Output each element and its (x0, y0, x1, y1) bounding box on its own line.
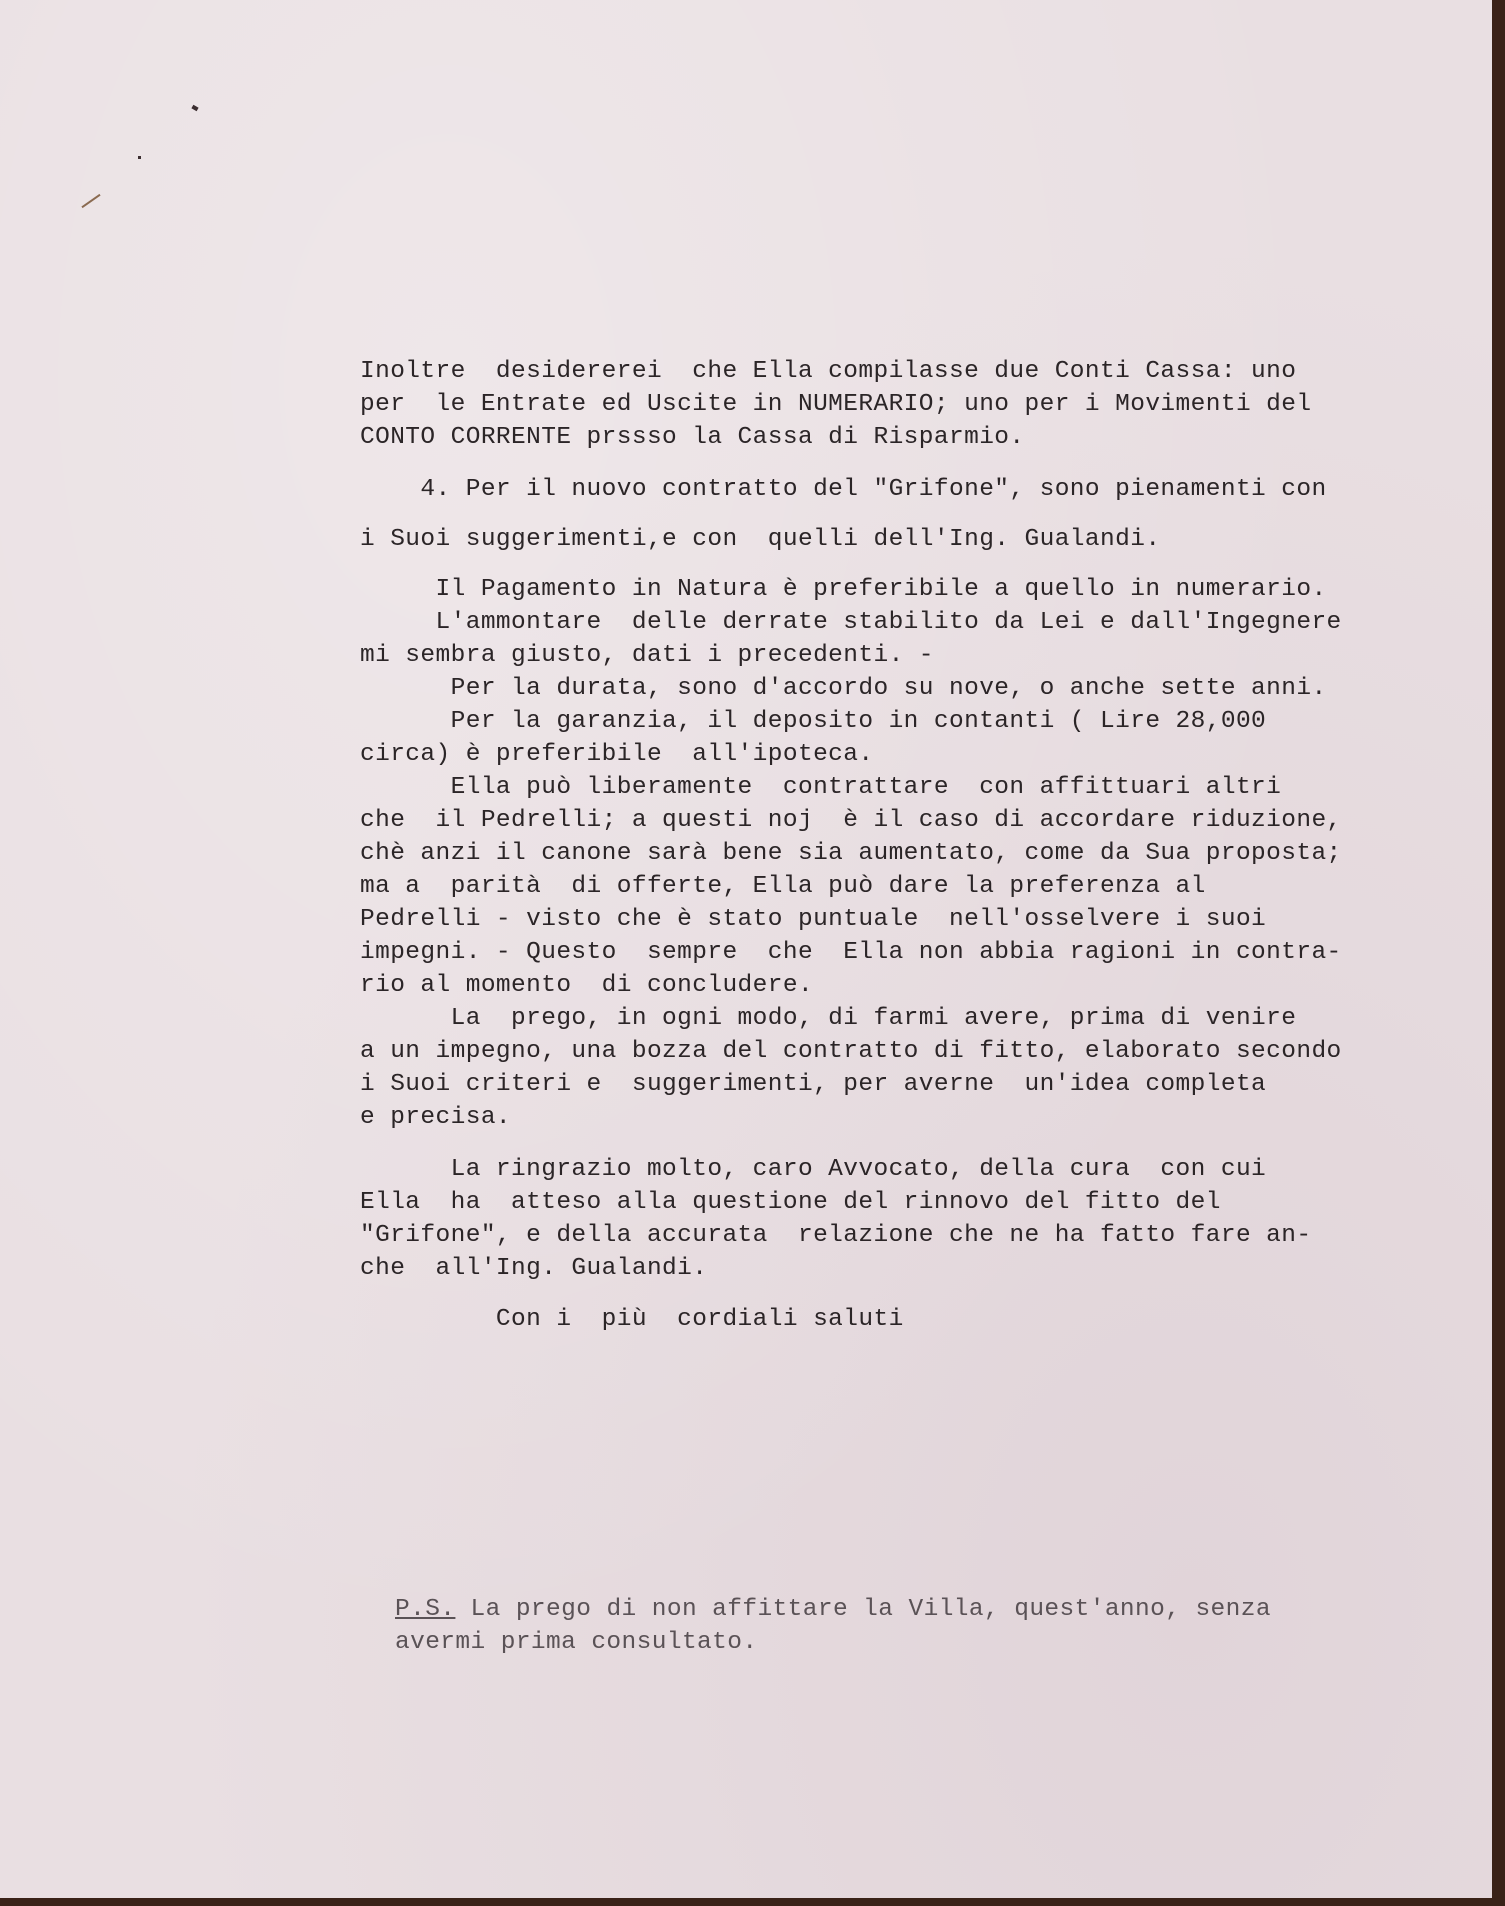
ink-speck (191, 105, 198, 111)
letter-line: impegni. - Questo sempre che Ella non abbia ragioni in contra- (360, 939, 1342, 966)
postscript-text: La prego di non affittare la Villa, quest'anno, senza (455, 1596, 1271, 1623)
letter-line: La prego, in ogni modo, di farmi avere, prima di venire (360, 1005, 1297, 1032)
letter-line: 4. Per il nuovo contratto del "Grifone", sono pienamenti con (360, 476, 1327, 503)
pencil-mark (81, 194, 100, 208)
letter-line: circa) è preferibile all'ipoteca. (360, 741, 874, 768)
ink-speck (138, 156, 141, 159)
letter-line: Per la garanzia, il deposito in contanti ( Lire 28,000 (360, 708, 1267, 735)
letter-line: Ella ha atteso alla questione del rinnovo del fitto del (360, 1189, 1221, 1216)
postscript-line (395, 1596, 1271, 1623)
postscript-line: avermi prima consultato. (395, 1629, 758, 1656)
letter-line: chè anzi il canone sarà bene sia aumentato, come da Sua proposta; (360, 840, 1342, 867)
letter-line: La ringrazio molto, caro Avvocato, della cura con cui (360, 1156, 1267, 1183)
letter-line: mi sembra giusto, dati i precedenti. - (360, 642, 934, 669)
letter-line: per le Entrate ed Uscite in NUMERARIO; uno per i Movimenti del (360, 391, 1312, 418)
letter-line: L'ammontare delle derrate stabilito da Lei e dall'Ingegnere (360, 609, 1342, 636)
letter-line: "Grifone", e della accurata relazione che ne ha fatto fare an- (360, 1222, 1312, 1249)
letter-line: rio al momento di concludere. (360, 972, 814, 999)
postscript-mark: P.S. (395, 1596, 456, 1623)
letter-line: Per la durata, sono d'accordo su nove, o anche sette anni. (360, 675, 1327, 702)
scan-edge-right (1492, 0, 1505, 1906)
letter-line: CONTO CORRENTE prssso la Cassa di Risparmio. (360, 424, 1025, 451)
letter-line: i Suoi criteri e suggerimenti, per averne un'idea completa (360, 1071, 1267, 1098)
letter-line: i Suoi suggerimenti,e con quelli dell'Ing. Gualandi. (360, 526, 1161, 553)
letter-line: e precisa. (360, 1104, 512, 1131)
scan-edge-bottom (0, 1898, 1505, 1906)
letter-line: a un impegno, una bozza del contratto di fitto, elaborato secondo (360, 1038, 1342, 1065)
letter-line: ma a parità di offerte, Ella può dare la preferenza al (360, 873, 1206, 900)
letter-line: che all'Ing. Gualandi. (360, 1255, 708, 1282)
letter-line: Pedrelli - visto che è stato puntuale nell'osselvere i suoi (360, 906, 1267, 933)
closing-salutation: Con i più cordiali saluti (360, 1306, 904, 1333)
letter-line: Inoltre desidererei che Ella compilasse due Conti Cassa: uno (360, 358, 1297, 385)
letter-line: Ella può liberamente contrattare con affittuari altri (360, 774, 1282, 801)
letter-line: che il Pedrelli; a questi noj è il caso di accordare riduzione, (360, 807, 1342, 834)
letter-line: Il Pagamento in Natura è preferibile a quello in numerario. (360, 576, 1327, 603)
